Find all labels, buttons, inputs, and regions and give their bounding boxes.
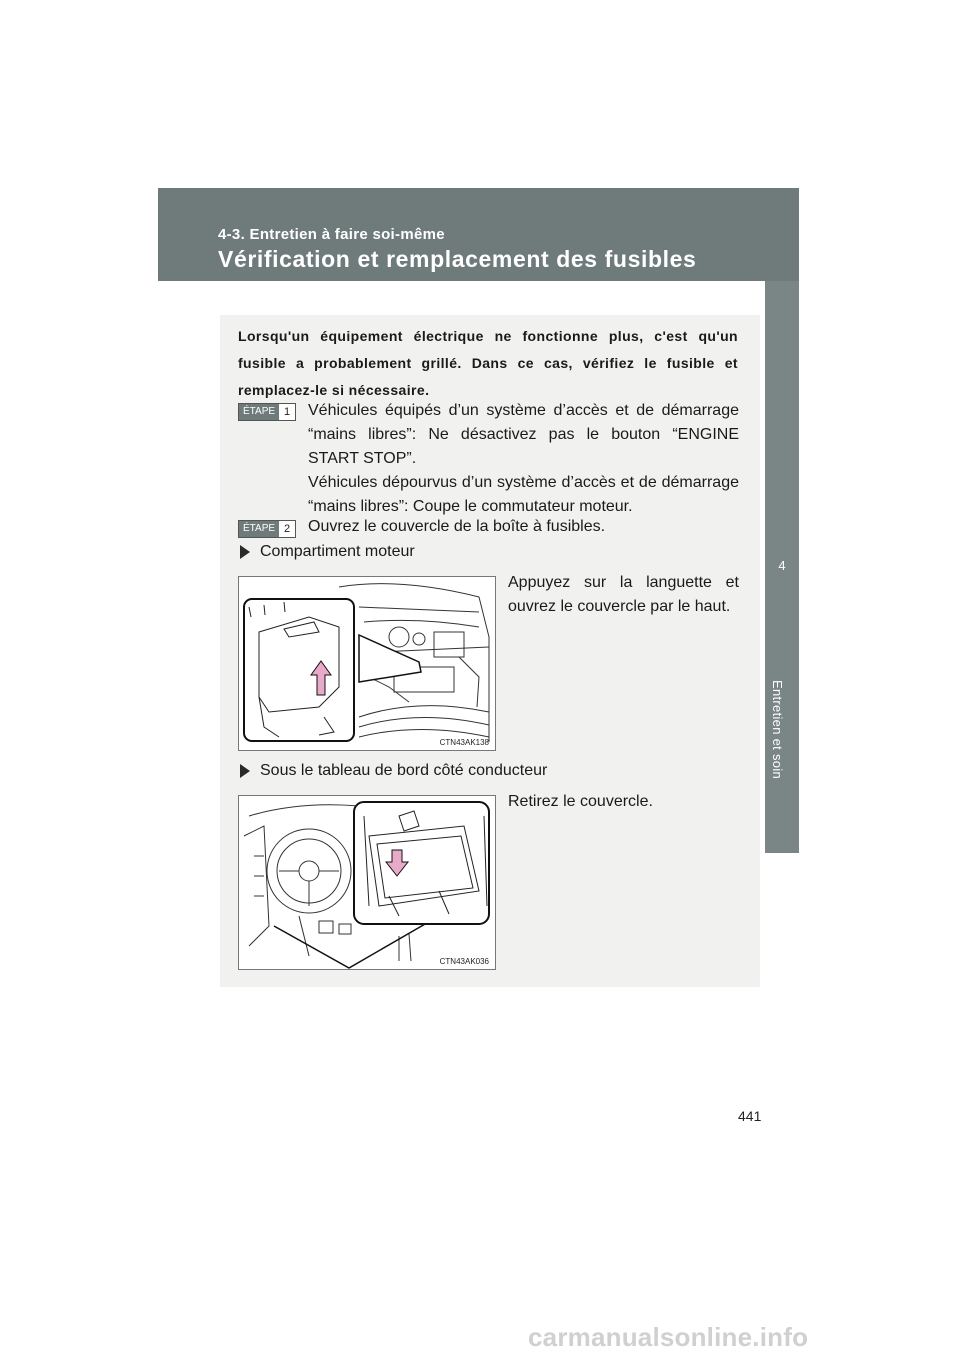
bullet-triangle-icon — [240, 545, 250, 559]
step-badge-number: 1 — [284, 406, 291, 418]
chapter-tab-number: 4 — [778, 558, 786, 573]
chapter-header — [158, 188, 799, 281]
section-heading-dashboard — [240, 762, 547, 780]
step-2-badge — [238, 520, 296, 538]
figure-code: CTN43AK138 — [439, 738, 489, 747]
dashboard-instruction: Retirez le couvercle. — [508, 793, 653, 810]
watermark: carmanualsonline.info — [528, 1322, 809, 1352]
engine-instruction: Appuyez sur la languette et ouvrez le couvercle par le haut. — [508, 574, 739, 615]
engine-compartment-figure — [238, 576, 496, 751]
section-heading-engine — [240, 543, 415, 561]
section-label: 4-3. Entretien à faire soi-même — [218, 226, 445, 243]
step-1-text-b: Véhicules dépourvus d’un système d’accès et de démarrage “mains libres”: Coupe le commutateur moteur. — [308, 474, 739, 515]
page-number: 441 — [738, 1108, 762, 1124]
step-badge-label: ÉTAPE — [239, 521, 279, 537]
chapter-tab-label: Entretien et soin — [770, 680, 785, 780]
section-heading-text: Compartiment moteur — [260, 543, 415, 560]
step-1-text-a: Véhicules équipés d’un système d’accès et de démarrage “mains libres”: Ne désactivez pas le bouton “ENGINE START STOP”. — [308, 402, 739, 467]
step-badge-label: ÉTAPE — [239, 404, 279, 420]
page-title: Vérification et remplacement des fusibles — [218, 246, 697, 272]
content-panel — [220, 315, 760, 987]
dashboard-figure — [238, 795, 496, 970]
step-badge-number: 2 — [284, 523, 291, 535]
step-1-badge — [238, 403, 296, 421]
bullet-triangle-icon — [240, 764, 250, 778]
intro-text: Lorsqu'un équipement électrique ne fonctionne plus, c'est qu'un fusible a probablement grillé. Dans ce cas, vérifiez le fusible et remplacez-le si nécessaire. — [238, 328, 738, 398]
step-2-text: Ouvrez le couvercle de la boîte à fusibles. — [308, 518, 606, 535]
figure-code: CTN43AK036 — [439, 957, 489, 966]
section-heading-text: Sous le tableau de bord côté conducteur — [260, 762, 548, 779]
